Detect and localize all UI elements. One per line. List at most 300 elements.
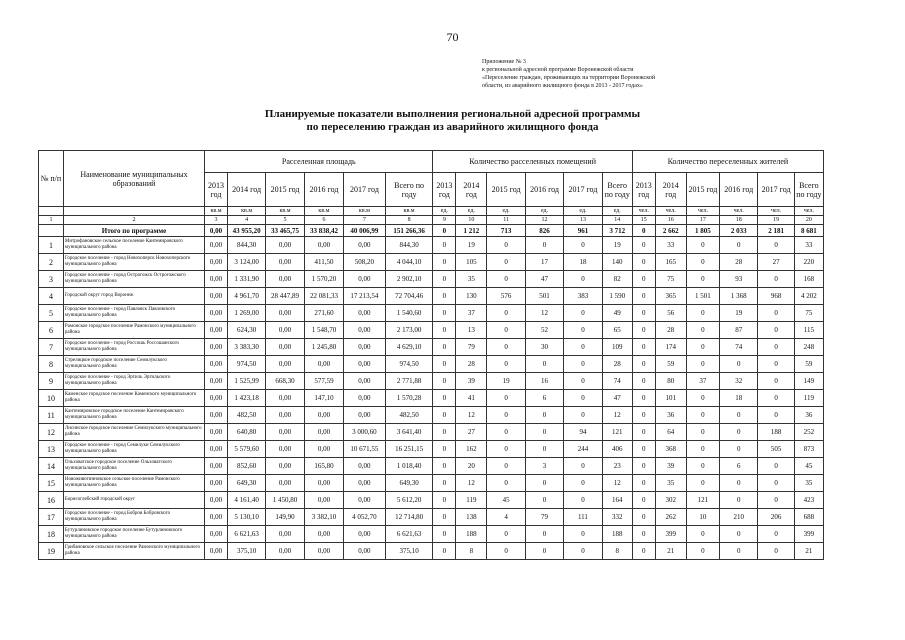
column-number-cell: 14 xyxy=(602,216,632,225)
total-value-cell: 0,00 xyxy=(205,225,228,237)
row-number: 5 xyxy=(39,305,64,322)
value-cell: 0,00 xyxy=(205,288,228,305)
value-cell: 49 xyxy=(602,305,632,322)
value-cell: 0 xyxy=(632,543,655,560)
indicators-table xyxy=(38,150,824,560)
value-cell: 30 xyxy=(525,339,563,356)
value-cell: 0 xyxy=(758,475,794,492)
value-cell: 0 xyxy=(632,254,655,271)
value-cell: 32 xyxy=(720,373,758,390)
total-value-cell: 0 xyxy=(632,225,655,237)
value-cell: 0 xyxy=(433,237,456,254)
value-cell: 0 xyxy=(487,424,525,441)
total-value-cell: 151 266,36 xyxy=(385,225,433,237)
value-cell: 0 xyxy=(525,526,563,543)
value-cell: 0 xyxy=(758,305,794,322)
value-cell: 0,00 xyxy=(205,339,228,356)
value-cell: 0 xyxy=(487,356,525,373)
value-cell: 0,00 xyxy=(266,237,304,254)
row-number: 1 xyxy=(39,237,64,254)
value-cell: 1 269,00 xyxy=(227,305,265,322)
table-body xyxy=(39,207,824,560)
value-cell: 0 xyxy=(758,492,794,509)
value-cell: 0 xyxy=(487,390,525,407)
unit-cell: кв.м xyxy=(385,207,433,216)
column-number-cell: 11 xyxy=(487,216,525,225)
municipality-name: Бутурлиновское городское поселение Бутурлиновского муниципального района xyxy=(63,526,204,543)
value-cell: 508,20 xyxy=(344,254,386,271)
value-cell: 4 044,10 xyxy=(385,254,433,271)
value-cell: 2 902,10 xyxy=(385,271,433,288)
value-cell: 0 xyxy=(525,475,563,492)
value-cell: 19 xyxy=(456,237,487,254)
value-cell: 87 xyxy=(720,322,758,339)
value-cell: 47 xyxy=(602,390,632,407)
header-area-total: Всего по году xyxy=(385,173,433,207)
value-cell: 0,00 xyxy=(205,271,228,288)
value-cell: 0 xyxy=(720,543,758,560)
header-rooms-2016: 2016 год xyxy=(525,173,563,207)
value-cell: 35 xyxy=(456,271,487,288)
value-cell: 0 xyxy=(525,543,563,560)
value-cell: 3 383,30 xyxy=(227,339,265,356)
row-number: 18 xyxy=(39,526,64,543)
header-rooms-group: Количество расселенных помещений xyxy=(433,151,632,173)
value-cell: 75 xyxy=(794,305,823,322)
value-cell: 165,80 xyxy=(304,458,343,475)
value-cell: 0,00 xyxy=(344,543,386,560)
value-cell: 0 xyxy=(433,288,456,305)
value-cell: 844,30 xyxy=(227,237,265,254)
value-cell: 0 xyxy=(720,407,758,424)
value-cell: 149,90 xyxy=(266,509,304,526)
total-cell-empty xyxy=(39,225,64,237)
value-cell: 0 xyxy=(525,441,563,458)
value-cell: 3 xyxy=(525,458,563,475)
value-cell: 1 423,18 xyxy=(227,390,265,407)
value-cell: 0,00 xyxy=(344,322,386,339)
value-cell: 0,00 xyxy=(266,458,304,475)
value-cell: 0 xyxy=(487,526,525,543)
value-cell: 0 xyxy=(632,509,655,526)
value-cell: 12 xyxy=(602,407,632,424)
row-number: 10 xyxy=(39,390,64,407)
table-row xyxy=(39,475,824,492)
unit-cell: чел. xyxy=(720,207,758,216)
value-cell: 252 xyxy=(794,424,823,441)
value-cell: 649,30 xyxy=(385,475,433,492)
value-cell: 0,00 xyxy=(344,271,386,288)
total-value-cell: 40 006,99 xyxy=(344,225,386,237)
header-people-group: Количество переселенных жителей xyxy=(632,151,823,173)
value-cell: 411,50 xyxy=(304,254,343,271)
value-cell: 624,30 xyxy=(227,322,265,339)
value-cell: 4 xyxy=(487,509,525,526)
header-area-group: Расселенная площадь xyxy=(205,151,433,173)
value-cell: 0 xyxy=(564,407,602,424)
total-value-cell: 2 181 xyxy=(758,225,794,237)
value-cell: 0,00 xyxy=(266,339,304,356)
header-people-2017: 2017 год xyxy=(758,173,794,207)
value-cell: 165 xyxy=(655,254,686,271)
appendix-line: Приложение № 3 xyxy=(482,59,526,65)
appendix-line: области, из аварийного жилищного фонда в 2013 - 2017 годах» xyxy=(482,83,643,89)
value-cell: 0 xyxy=(632,305,655,322)
value-cell: 115 xyxy=(794,322,823,339)
value-cell: 0 xyxy=(758,390,794,407)
value-cell: 0,00 xyxy=(205,305,228,322)
value-cell: 0 xyxy=(632,492,655,509)
value-cell: 35 xyxy=(655,475,686,492)
column-number-cell: 4 xyxy=(227,216,265,225)
unit-cell: кв.м xyxy=(304,207,343,216)
value-cell: 0 xyxy=(487,322,525,339)
value-cell: 0 xyxy=(433,492,456,509)
value-cell: 0 xyxy=(564,390,602,407)
value-cell: 130 xyxy=(456,288,487,305)
value-cell: 0,00 xyxy=(304,237,343,254)
column-number-cell: 7 xyxy=(344,216,386,225)
value-cell: 383 xyxy=(564,288,602,305)
value-cell: 0 xyxy=(564,322,602,339)
value-cell: 188 xyxy=(758,424,794,441)
value-cell: 501 xyxy=(525,288,563,305)
table-row xyxy=(39,305,824,322)
value-cell: 0 xyxy=(686,339,719,356)
value-cell: 0,00 xyxy=(344,475,386,492)
units-cell-empty xyxy=(39,207,64,216)
value-cell: 873 xyxy=(794,441,823,458)
value-cell: 852,60 xyxy=(227,458,265,475)
value-cell: 0 xyxy=(564,271,602,288)
value-cell: 13 xyxy=(456,322,487,339)
total-value-cell: 826 xyxy=(525,225,563,237)
value-cell: 0,00 xyxy=(304,424,343,441)
header-rooms-2014: 2014 год xyxy=(456,173,487,207)
value-cell: 1 540,60 xyxy=(385,305,433,322)
value-cell: 1 331,90 xyxy=(227,271,265,288)
value-cell: 244 xyxy=(564,441,602,458)
value-cell: 0 xyxy=(686,424,719,441)
value-cell: 0 xyxy=(487,458,525,475)
municipality-name: Борисоглебский городской округ xyxy=(63,492,204,509)
value-cell: 968 xyxy=(758,288,794,305)
value-cell: 27 xyxy=(758,254,794,271)
value-cell: 0 xyxy=(564,305,602,322)
header-area-2016: 2016 год xyxy=(304,173,343,207)
row-number: 13 xyxy=(39,441,64,458)
value-cell: 80 xyxy=(655,373,686,390)
value-cell: 41 xyxy=(456,390,487,407)
value-cell: 12 xyxy=(602,475,632,492)
value-cell: 0 xyxy=(758,356,794,373)
value-cell: 12 xyxy=(456,407,487,424)
value-cell: 6 xyxy=(720,458,758,475)
value-cell: 0 xyxy=(758,543,794,560)
column-number-cell: 15 xyxy=(632,216,655,225)
value-cell: 0 xyxy=(433,305,456,322)
value-cell: 399 xyxy=(655,526,686,543)
table-row xyxy=(39,271,824,288)
row-number: 15 xyxy=(39,475,64,492)
value-cell: 0 xyxy=(487,305,525,322)
value-cell: 0,00 xyxy=(205,492,228,509)
value-cell: 45 xyxy=(487,492,525,509)
value-cell: 0,00 xyxy=(266,407,304,424)
value-cell: 1 570,20 xyxy=(304,271,343,288)
unit-cell: кв.м xyxy=(266,207,304,216)
value-cell: 0 xyxy=(632,526,655,543)
unit-cell: кв.м xyxy=(344,207,386,216)
row-number: 16 xyxy=(39,492,64,509)
value-cell: 0 xyxy=(758,271,794,288)
value-cell: 0 xyxy=(564,373,602,390)
value-cell: 0,00 xyxy=(344,339,386,356)
municipality-name: Кантемировское городское поселение Кантемировского муниципального района xyxy=(63,407,204,424)
value-cell: 3 124,00 xyxy=(227,254,265,271)
value-cell: 271,60 xyxy=(304,305,343,322)
value-cell: 12 xyxy=(456,475,487,492)
appendix-line: к региональной адресной программе Воронежской области xyxy=(482,67,634,73)
municipality-name: Городское поселение - город Павловск Павловского муниципального района xyxy=(63,305,204,322)
municipality-name: Каменское городское поселение Каменского муниципального района xyxy=(63,390,204,407)
value-cell: 0,00 xyxy=(344,492,386,509)
column-number-cell: 2 xyxy=(63,216,204,225)
value-cell: 0,00 xyxy=(205,458,228,475)
total-value-cell: 3 712 xyxy=(602,225,632,237)
value-cell: 0 xyxy=(487,475,525,492)
value-cell: 1 570,28 xyxy=(385,390,433,407)
table-row xyxy=(39,526,824,543)
municipality-name: Стрелицкое городское поселение Семилукского муниципального района xyxy=(63,356,204,373)
table-row xyxy=(39,356,824,373)
value-cell: 0,00 xyxy=(266,322,304,339)
total-row xyxy=(39,225,824,237)
value-cell: 47 xyxy=(525,271,563,288)
value-cell: 0,00 xyxy=(266,543,304,560)
value-cell: 0,00 xyxy=(304,543,343,560)
total-value-cell: 33 838,42 xyxy=(304,225,343,237)
value-cell: 0,00 xyxy=(266,424,304,441)
municipality-name: Митрофановское сельское поселение Кантемировского муниципального района xyxy=(63,237,204,254)
value-cell: 302 xyxy=(655,492,686,509)
value-cell: 0,00 xyxy=(205,543,228,560)
municipality-name: Городской округ город Воронеж xyxy=(63,288,204,305)
header-people-total: Всего по году xyxy=(794,173,823,207)
municipality-name: Ольховатское городское поселение Ольховатского муниципального района xyxy=(63,458,204,475)
value-cell: 0 xyxy=(632,322,655,339)
value-cell: 59 xyxy=(655,356,686,373)
total-value-cell: 0 xyxy=(433,225,456,237)
value-cell: 399 xyxy=(794,526,823,543)
value-cell: 3 641,40 xyxy=(385,424,433,441)
total-value-cell: 1 805 xyxy=(686,225,719,237)
value-cell: 101 xyxy=(655,390,686,407)
value-cell: 28 xyxy=(655,322,686,339)
row-number: 3 xyxy=(39,271,64,288)
column-number-cell: 8 xyxy=(385,216,433,225)
value-cell: 74 xyxy=(602,373,632,390)
value-cell: 23 xyxy=(602,458,632,475)
value-cell: 375,10 xyxy=(385,543,433,560)
value-cell: 0,00 xyxy=(344,390,386,407)
value-cell: 1 245,80 xyxy=(304,339,343,356)
value-cell: 75 xyxy=(655,271,686,288)
unit-cell: кв.м xyxy=(205,207,228,216)
value-cell: 0 xyxy=(433,458,456,475)
value-cell: 5 612,20 xyxy=(385,492,433,509)
row-number: 8 xyxy=(39,356,64,373)
value-cell: 0 xyxy=(758,339,794,356)
municipality-name: Новоживотинновское сельское поселение Рамонского муниципального района xyxy=(63,475,204,492)
value-cell: 0 xyxy=(433,254,456,271)
table-row xyxy=(39,509,824,526)
value-cell: 0 xyxy=(632,390,655,407)
value-cell: 482,50 xyxy=(385,407,433,424)
value-cell: 4 161,40 xyxy=(227,492,265,509)
value-cell: 6 xyxy=(525,390,563,407)
value-cell: 5 130,10 xyxy=(227,509,265,526)
column-number-cell: 12 xyxy=(525,216,563,225)
row-number: 11 xyxy=(39,407,64,424)
value-cell: 0,00 xyxy=(304,356,343,373)
value-cell: 0,00 xyxy=(266,254,304,271)
header-num: № п/п xyxy=(39,151,64,207)
table-row xyxy=(39,322,824,339)
value-cell: 0,00 xyxy=(205,373,228,390)
value-cell: 79 xyxy=(525,509,563,526)
value-cell: 0 xyxy=(632,424,655,441)
value-cell: 59 xyxy=(794,356,823,373)
value-cell: 39 xyxy=(655,458,686,475)
unit-cell: ед. xyxy=(487,207,525,216)
value-cell: 19 xyxy=(602,237,632,254)
value-cell: 974,50 xyxy=(227,356,265,373)
row-number: 2 xyxy=(39,254,64,271)
value-cell: 0,00 xyxy=(304,475,343,492)
value-cell: 0 xyxy=(564,458,602,475)
value-cell: 0 xyxy=(632,339,655,356)
municipality-name: Городское поселение - город Новохоперск Новохоперского муниципального района xyxy=(63,254,204,271)
value-cell: 8 xyxy=(602,543,632,560)
table-row xyxy=(39,441,824,458)
value-cell: 423 xyxy=(794,492,823,509)
value-cell: 93 xyxy=(720,271,758,288)
row-number: 9 xyxy=(39,373,64,390)
value-cell: 1 525,99 xyxy=(227,373,265,390)
unit-cell: чел. xyxy=(632,207,655,216)
value-cell: 0,00 xyxy=(304,492,343,509)
value-cell: 0 xyxy=(564,543,602,560)
row-number: 7 xyxy=(39,339,64,356)
table-row xyxy=(39,492,824,509)
value-cell: 138 xyxy=(456,509,487,526)
value-cell: 82 xyxy=(602,271,632,288)
value-cell: 576 xyxy=(487,288,525,305)
column-number-cell: 17 xyxy=(686,216,719,225)
value-cell: 0,00 xyxy=(266,390,304,407)
total-value-cell: 713 xyxy=(487,225,525,237)
value-cell: 844,30 xyxy=(385,237,433,254)
header-people-2013: 2013 год xyxy=(632,173,655,207)
value-cell: 0,00 xyxy=(205,390,228,407)
municipality-name: Городское поселение - город Россошь Россошанского муниципального района xyxy=(63,339,204,356)
value-cell: 4 961,70 xyxy=(227,288,265,305)
value-cell: 210 xyxy=(720,509,758,526)
value-cell: 1 501 xyxy=(686,288,719,305)
value-cell: 0,00 xyxy=(266,271,304,288)
value-cell: 1 590 xyxy=(602,288,632,305)
value-cell: 0 xyxy=(487,339,525,356)
value-cell: 19 xyxy=(487,373,525,390)
value-cell: 0 xyxy=(686,543,719,560)
value-cell: 482,50 xyxy=(227,407,265,424)
appendix-line: «Переселение граждан, проживающих на территории Воронежской xyxy=(482,75,656,81)
column-number-cell: 6 xyxy=(304,216,343,225)
value-cell: 640,80 xyxy=(227,424,265,441)
value-cell: 0,00 xyxy=(205,441,228,458)
header-area-2017: 2017 год xyxy=(344,173,386,207)
value-cell: 0,00 xyxy=(205,424,228,441)
value-cell: 4 052,70 xyxy=(344,509,386,526)
value-cell: 649,30 xyxy=(227,475,265,492)
value-cell: 188 xyxy=(456,526,487,543)
value-cell: 6 621,63 xyxy=(385,526,433,543)
value-cell: 168 xyxy=(794,271,823,288)
column-number-cell: 5 xyxy=(266,216,304,225)
value-cell: 0,00 xyxy=(344,305,386,322)
table-row xyxy=(39,288,824,305)
value-cell: 0 xyxy=(720,424,758,441)
value-cell: 10 671,55 xyxy=(344,441,386,458)
value-cell: 0,00 xyxy=(205,509,228,526)
value-cell: 0 xyxy=(525,237,563,254)
value-cell: 0,00 xyxy=(304,441,343,458)
value-cell: 119 xyxy=(794,390,823,407)
value-cell: 0,00 xyxy=(205,407,228,424)
value-cell: 0 xyxy=(758,407,794,424)
column-number-cell: 20 xyxy=(794,216,823,225)
column-number-cell: 19 xyxy=(758,216,794,225)
value-cell: 1 368 xyxy=(720,288,758,305)
value-cell: 0 xyxy=(686,322,719,339)
value-cell: 0 xyxy=(433,390,456,407)
municipality-name: Городское поселение - город Острогожск Острогожского муниципального района xyxy=(63,271,204,288)
value-cell: 0 xyxy=(632,288,655,305)
value-cell: 0 xyxy=(686,237,719,254)
value-cell: 0 xyxy=(525,407,563,424)
value-cell: 164 xyxy=(602,492,632,509)
value-cell: 10 xyxy=(686,509,719,526)
value-cell: 0 xyxy=(525,356,563,373)
value-cell: 188 xyxy=(602,526,632,543)
value-cell: 0 xyxy=(564,526,602,543)
total-value-cell: 1 212 xyxy=(456,225,487,237)
value-cell: 105 xyxy=(456,254,487,271)
value-cell: 28 xyxy=(720,254,758,271)
value-cell: 0 xyxy=(758,322,794,339)
value-cell: 121 xyxy=(686,492,719,509)
value-cell: 688 xyxy=(794,509,823,526)
unit-cell: ед. xyxy=(525,207,563,216)
unit-cell: чел. xyxy=(686,207,719,216)
value-cell: 0 xyxy=(686,475,719,492)
value-cell: 3 000,60 xyxy=(344,424,386,441)
value-cell: 94 xyxy=(564,424,602,441)
value-cell: 368 xyxy=(655,441,686,458)
title-line: по переселению граждан из аварийного жилищного фонда xyxy=(306,121,599,133)
row-number: 14 xyxy=(39,458,64,475)
